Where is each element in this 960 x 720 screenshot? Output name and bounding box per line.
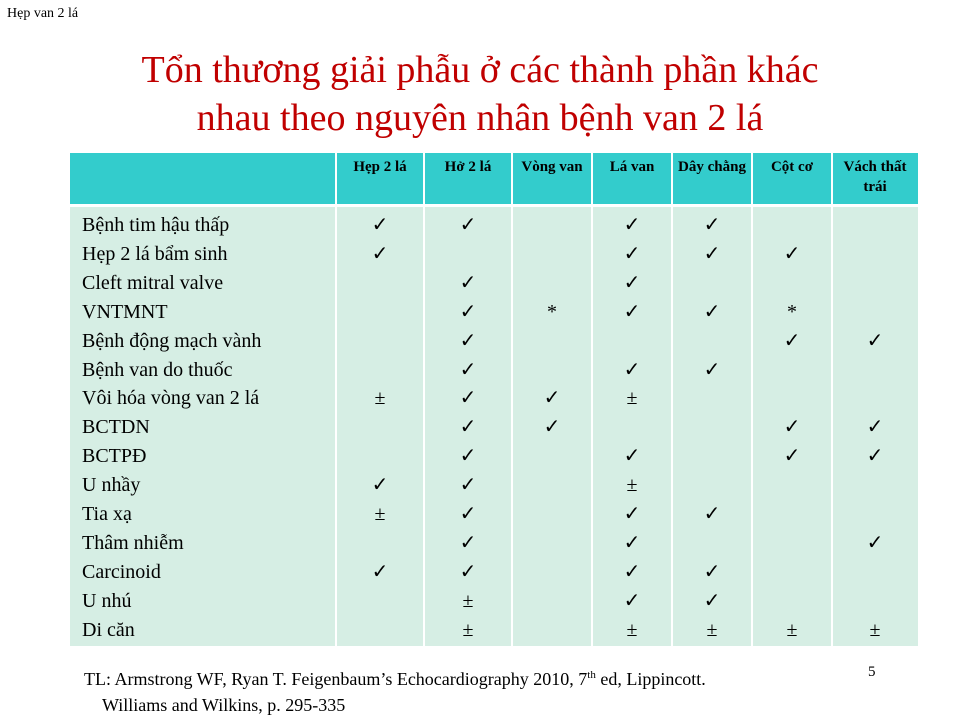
column-header: Cột cơ: [770, 159, 814, 175]
table-cell-mark: ±: [462, 618, 474, 641]
table-cell-mark: ✓: [459, 358, 477, 381]
table-cell-mark: ✓: [866, 531, 884, 554]
lesion-table: [70, 153, 918, 646]
table-cell-mark: ✓: [703, 503, 721, 525]
table-cell-mark: ✓: [703, 214, 721, 236]
table-cell-mark: ✓: [459, 531, 477, 554]
table-cell-mark: ±: [374, 503, 386, 525]
row-label: Tia xạ: [82, 503, 132, 525]
page-number: 5: [868, 664, 876, 680]
table-cell-mark: ✓: [459, 474, 477, 497]
column-header: Vòng van: [521, 159, 583, 175]
column-header: Vách thất trái: [843, 159, 907, 195]
table-cell-mark: ✓: [866, 445, 884, 468]
row-label: Vôi hóa vòng van 2 lá: [82, 387, 260, 410]
reference-line-2: Williams and Wilkins, p. 295-335: [102, 695, 346, 715]
table-cell-mark: ✓: [459, 387, 477, 410]
table-cell-mark: ✓: [371, 560, 389, 583]
row-label: BCTDN: [82, 416, 150, 439]
table-cell-mark: ✓: [703, 242, 721, 265]
table-cell-mark: ±: [626, 474, 638, 497]
title-line-2: nhau theo nguyên nhân bệnh van 2 lá: [196, 97, 764, 139]
table-cell-mark: ✓: [623, 300, 641, 323]
table-cell-mark: ✓: [783, 445, 801, 468]
table-cell-mark: ✓: [623, 531, 641, 554]
column-header: Hẹp 2 lá: [353, 159, 407, 175]
row-label: Carcinoid: [82, 560, 161, 583]
table-cell-mark: ±: [786, 618, 798, 641]
table-cell-mark: ±: [626, 618, 638, 641]
table-cell-mark: *: [787, 300, 797, 323]
table-cell-mark: ✓: [703, 560, 721, 583]
row-label: VNTMNT: [82, 300, 168, 323]
table-cell-mark: ✓: [623, 589, 641, 612]
table-cell-mark: ✓: [703, 358, 721, 381]
column-header: Dây chằng: [678, 159, 746, 175]
table-cell-mark: ±: [462, 589, 474, 612]
table-cell-mark: ✓: [783, 416, 801, 439]
table-cell-mark: ±: [374, 387, 386, 410]
table-cell-mark: ✓: [623, 271, 641, 294]
table-cell-mark: ✓: [623, 560, 641, 583]
table-cell-mark: ✓: [623, 445, 641, 468]
table-cell-mark: ✓: [866, 416, 884, 439]
title-line-1: Tổn thương giải phẫu ở các thành phần khác: [141, 49, 819, 91]
column-separator: [831, 153, 833, 646]
table-cell-mark: ✓: [623, 358, 641, 381]
table-cell-mark: ✓: [623, 242, 641, 265]
table-cell-mark: ±: [869, 618, 881, 641]
table-cell-mark: ✓: [371, 214, 389, 236]
row-label: Thâm nhiễm: [82, 531, 184, 554]
table-cell-mark: ±: [706, 618, 718, 641]
row-label: Bệnh tim hậu thấp: [82, 214, 230, 236]
table-cell-mark: ✓: [459, 300, 477, 323]
table-cell-mark: ✓: [371, 474, 389, 497]
table-cell-mark: ✓: [543, 416, 561, 439]
table-cell-mark: ✓: [866, 329, 884, 352]
table-cell-mark: ✓: [543, 387, 561, 410]
table-cell-mark: ✓: [783, 242, 801, 265]
row-label: Hẹp 2 lá bẩm sinh: [82, 242, 228, 265]
table-cell-mark: ✓: [703, 589, 721, 612]
row-label: U nhú: [82, 589, 132, 612]
table-cell-mark: ✓: [459, 560, 477, 583]
table-cell-mark: ✓: [459, 271, 477, 294]
table-cell-mark: ✓: [459, 329, 477, 352]
table-cell-mark: ✓: [459, 445, 477, 468]
table-cell-mark: ✓: [459, 503, 477, 525]
row-label: Bệnh động mạch vành: [82, 329, 262, 352]
table-cell-mark: ±: [626, 387, 638, 410]
column-header: Hở 2 lá: [444, 159, 492, 175]
table-cell-mark: ✓: [703, 300, 721, 323]
table-cell-mark: ✓: [623, 503, 641, 525]
table-cell-mark: ✓: [459, 214, 477, 236]
table-cell-mark: ✓: [783, 329, 801, 352]
table-cell-mark: ✓: [623, 214, 641, 236]
column-header: Lá van: [609, 159, 655, 175]
table-cell-mark: *: [547, 300, 557, 323]
row-label: Di căn: [82, 618, 135, 641]
reference-footer: [84, 662, 706, 718]
row-label: Cleft mitral valve: [82, 271, 224, 294]
row-label: U nhầy: [82, 474, 141, 497]
table-cell-mark: ✓: [459, 416, 477, 439]
row-label: BCTPĐ: [82, 445, 147, 468]
slide-title: [40, 46, 920, 142]
slide-header-label: Hẹp van 2 lá: [7, 6, 79, 21]
table-cell-mark: ✓: [371, 242, 389, 265]
reference-line-1: TL: Armstrong WF, Ryan T. Feigenbaum’s Echocardiography 2010, 7th ed, Lippincott.: [84, 669, 706, 689]
header-separator: [70, 204, 918, 207]
row-label: Bệnh van do thuốc: [82, 358, 233, 381]
